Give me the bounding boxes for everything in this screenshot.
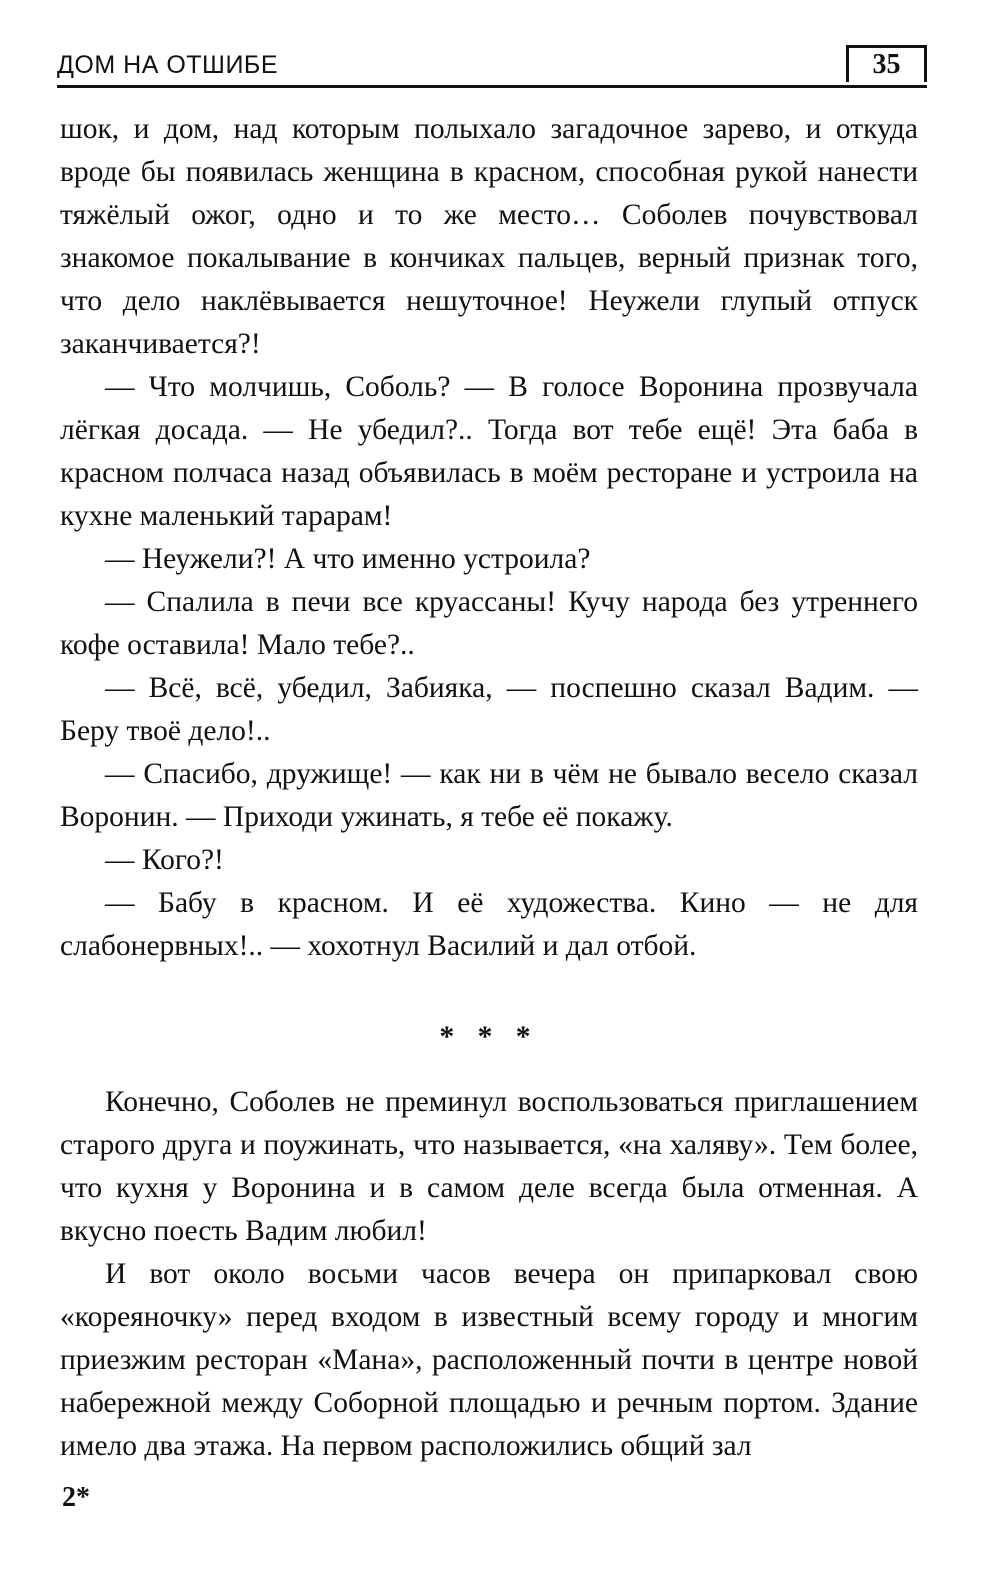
page-number: 35 [846, 45, 927, 82]
paragraph: — Спасибо, дружище! — как ни в чём не бывало весело сказал Воронин. — Приходи ужинать, я тебе её покажу. [60, 758, 918, 833]
paragraph: — Что молчишь, Соболь? — В голосе Воронина прозвучала лёгкая досада. — Не убедил?.. Тогда вот тебе ещё! Эта баба в красном полчаса назад объявилась в моём ресторане и устроила на кухне маленький тарарам! [60, 371, 918, 532]
paragraph: — Всё, всё, убедил, Забияка, — поспешно сказал Вадим. — Беру твоё дело!.. [60, 672, 918, 747]
paragraph: И вот около восьми часов вечера он припарковал свою «кореяночку» перед входом в известный всему городу и многим приезжим ресторан «Мана», расположенный почти в центре новой набережной между Соборной площадью и речным портом. Здание имело два этажа. На первом расположились общий зал [60, 1258, 918, 1462]
page-header [57, 45, 927, 88]
running-title: ДОМ НА ОТШИБЕ [57, 51, 279, 79]
section-separator: * * * [439, 1021, 539, 1053]
paragraph: — Кого?! [105, 844, 224, 876]
paragraph: — Неужели?! А что именно устроила? [105, 543, 591, 575]
paragraph: — Бабу в красном. И её художества. Кино — не для слабонервных!.. — хохотнул Василий и дал отбой. [60, 887, 918, 962]
page-body [60, 108, 918, 1468]
paragraph: шок, и дом, над которым полыхало загадочное зарево, и откуда вроде бы появилась женщина в красном, способная рукой нанести тяжёлый ожог, одно и то же место… Соболев почувствовал знакомое покалывание в кончиках пальцев, верный признак того, что дело наклёвывается нешуточное! Неужели глупый отпуск заканчивается?! [60, 113, 918, 360]
paragraph: Конечно, Соболев не преминул воспользоваться приглашением старого друга и поужинать, что называется, «на халяву». Тем более, что кухня у Воронина и в самом деле всегда была отменная. А вкусно поесть Вадим любил! [60, 1086, 918, 1247]
signature-mark: 2* [62, 1482, 90, 1513]
paragraph: — Спалила в печи все круассаны! Кучу народа без утреннего кофе оставила! Мало тебе?.. [60, 586, 918, 661]
